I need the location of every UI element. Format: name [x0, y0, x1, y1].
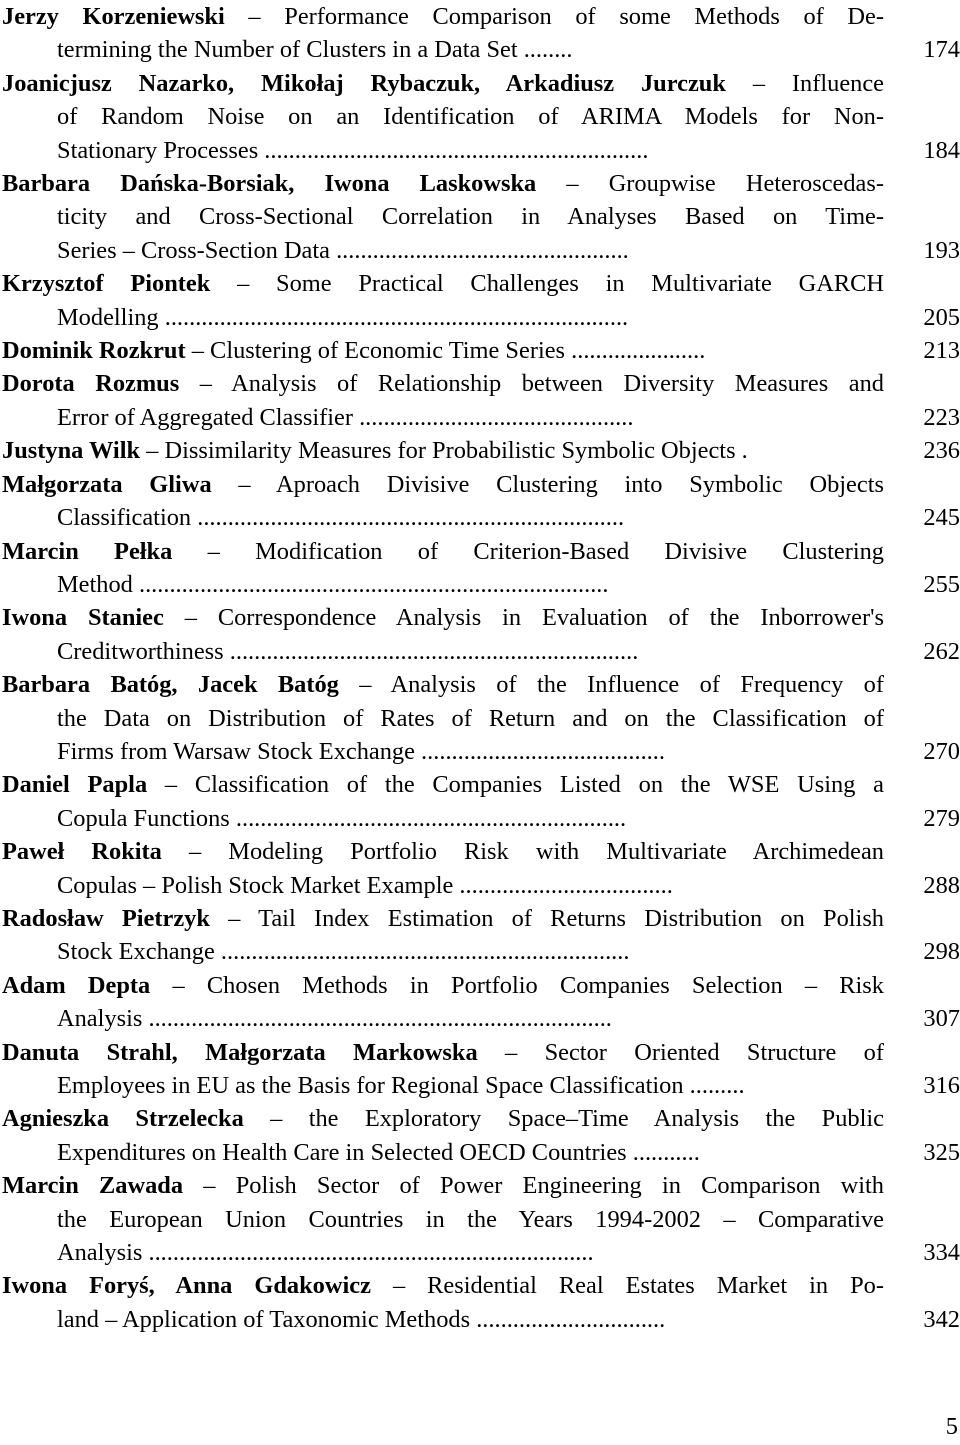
dash-separator: –	[199, 370, 212, 398]
toc-page-number: 270	[923, 737, 960, 765]
dash-separator: –	[392, 1272, 406, 1300]
toc-page-number: 342	[923, 1305, 960, 1333]
toc-title: Influence	[791, 69, 884, 97]
toc-continuation-line: Copulas – Polish Stock Market Example ...................................	[57, 871, 673, 899]
toc-entry-text	[2, 367, 884, 434]
toc-page-number: 316	[923, 1072, 960, 1099]
toc-continuation-line: termining the Number of Clusters in a Data Set ........	[57, 36, 573, 64]
toc-first-line	[2, 1172, 884, 1199]
toc-title: Modification of Criterion-Based Divisive Clustering	[255, 537, 884, 565]
toc-first-line	[2, 1272, 884, 1299]
toc-continuation-line: Stock Exchange ...................................................................	[57, 938, 630, 966]
table-of-contents	[2, 0, 960, 1336]
dash-separator: –	[505, 1038, 518, 1066]
toc-entry	[2, 601, 960, 668]
toc-continuation-line: of Random Noise on an Identification of ARIMA Models for Non-	[57, 103, 884, 131]
toc-continuation-line: Analysis ............................................................................	[57, 1005, 612, 1033]
toc-authors: Adam Depta	[2, 971, 151, 999]
dash-separator: –	[191, 337, 204, 365]
toc-authors: Dominik Rozkrut	[2, 337, 186, 365]
toc-entry	[2, 468, 960, 535]
toc-continuation-line: Error of Aggregated Classifier .............................................	[57, 403, 634, 431]
toc-page-number: 174	[923, 36, 960, 64]
toc-title: Correspondence Analysis in Evaluation of the Inborrower's	[217, 604, 884, 632]
toc-continuation-line: Method .............................................................................	[57, 570, 609, 598]
toc-authors: Marcin Pełka	[2, 537, 173, 565]
toc-title: Performance Comparison of some Methods of De-	[284, 3, 884, 30]
toc-entry	[2, 668, 960, 768]
dash-separator: –	[164, 771, 178, 799]
toc-first-line	[2, 1039, 884, 1066]
toc-first-line	[2, 905, 884, 932]
toc-entry-text	[2, 334, 884, 367]
toc-authors: Agnieszka Strzelecka	[2, 1105, 244, 1133]
toc-entry	[2, 0, 960, 67]
toc-authors: Iwona Foryś, Anna Gdakowicz	[2, 1272, 371, 1300]
toc-continuation-line: ticity and Cross-Sectional Correlation in Analyses Based on Time-	[57, 203, 884, 231]
toc-entry-text	[2, 668, 884, 768]
dash-separator: –	[566, 170, 579, 198]
toc-page-number: 255	[923, 570, 960, 598]
toc-entry-text	[2, 267, 884, 334]
toc-authors: Marcin Zawada	[2, 1172, 184, 1200]
dash-separator: –	[248, 3, 261, 30]
toc-first-line	[2, 3, 884, 30]
toc-first-line	[2, 771, 884, 798]
toc-entry-text	[2, 835, 884, 902]
toc-entry-text	[2, 1169, 884, 1269]
toc-entry	[2, 1036, 960, 1103]
toc-authors: Barbara Batóg, Jacek Batóg	[2, 671, 339, 699]
toc-entry-text	[2, 1036, 884, 1103]
toc-entry-text	[2, 535, 884, 602]
dash-separator: –	[228, 904, 241, 932]
toc-page-number: 279	[923, 804, 960, 832]
dash-separator: –	[238, 470, 251, 498]
dash-separator: –	[188, 838, 202, 866]
toc-first-line	[2, 337, 705, 364]
toc-entry-text	[2, 969, 884, 1036]
toc-first-line	[2, 471, 884, 498]
dash-separator: –	[207, 537, 220, 565]
toc-title: Groupwise Heteroscedas-	[608, 170, 884, 198]
toc-entry	[2, 835, 960, 902]
toc-entry	[2, 267, 960, 334]
toc-page-number: 223	[923, 403, 960, 431]
toc-entry	[2, 535, 960, 602]
toc-title: Tail Index Estimation of Returns Distribution on Polish	[258, 904, 885, 932]
toc-continuation-line: the European Union Countries in the Years 1994-2002 – Comparative	[57, 1205, 884, 1233]
toc-continuation-line: Stationary Processes ...............................................................	[57, 136, 649, 164]
toc-page-number: 298	[923, 938, 960, 966]
toc-title: Polish Sector of Power Engineering in Comparison with	[235, 1172, 884, 1200]
toc-page-number: 262	[923, 637, 960, 665]
toc-entry	[2, 969, 960, 1036]
toc-page-number: 205	[923, 303, 960, 331]
toc-page-number: 213	[923, 337, 960, 365]
toc-authors: Jerzy Korzeniewski	[2, 3, 225, 30]
toc-entry	[2, 1169, 960, 1269]
toc-entry-text	[2, 167, 884, 267]
toc-entry-text	[2, 434, 884, 467]
toc-title: Modeling Portfolio Risk with Multivariate Archimedean	[228, 838, 884, 866]
toc-title: Analysis of Relationship between Diversity Measures and	[231, 370, 884, 398]
toc-first-line	[2, 972, 884, 999]
toc-title: Residential Real Estates Market in Po-	[427, 1272, 884, 1300]
toc-title: Chosen Methods in Portfolio Companies Selection – Risk	[206, 971, 884, 999]
toc-entry-text	[2, 1269, 884, 1336]
toc-continuation-line: Creditworthiness ...................................................................	[57, 637, 639, 665]
toc-title: Analysis of the Influence of Frequency of	[390, 671, 884, 699]
toc-page-number: 307	[923, 1005, 960, 1033]
toc-entry-text	[2, 601, 884, 668]
toc-entry-text	[2, 468, 884, 535]
toc-first-line	[2, 838, 884, 865]
toc-first-line	[2, 70, 884, 97]
toc-first-line	[2, 270, 884, 297]
toc-authors: Radosław Pietrzyk	[2, 904, 210, 932]
toc-entry	[2, 67, 960, 167]
toc-entry-text	[2, 768, 884, 835]
toc-continuation-line: Copula Functions ................................................................	[57, 804, 627, 832]
toc-first-line	[2, 370, 884, 397]
toc-page-number: 236	[923, 437, 960, 465]
toc-continuation-line: the Data on Distribution of Rates of Return and on the Classification of	[57, 704, 884, 732]
toc-authors: Dorota Rozmus	[2, 370, 180, 398]
toc-page-number: 193	[923, 236, 960, 264]
toc-page-number: 334	[923, 1239, 960, 1267]
toc-authors: Krzysztof Piontek	[2, 270, 211, 298]
toc-authors: Iwona Staniec	[2, 604, 164, 632]
toc-entry	[2, 1269, 960, 1336]
toc-title: Aproach Divisive Clustering into Symbolic Objects	[276, 470, 884, 498]
toc-title: Some Practical Challenges in Multivariate GARCH	[276, 270, 884, 298]
toc-first-line	[2, 604, 884, 631]
toc-authors: Paweł Rokita	[2, 838, 162, 866]
toc-entry	[2, 434, 960, 467]
toc-continuation-line: Employees in EU as the Basis for Regional Space Classification .........	[57, 1072, 745, 1099]
toc-entry-text	[2, 67, 884, 167]
dash-separator: –	[270, 1105, 283, 1133]
toc-entry	[2, 1102, 960, 1169]
toc-title: Classification of the Companies Listed on the WSE Using a	[194, 771, 884, 799]
toc-page-number: 288	[923, 871, 960, 899]
dash-separator: –	[203, 1172, 216, 1200]
dash-separator: –	[359, 671, 372, 699]
toc-authors: Danuta Strahl, Małgorzata Markowska	[2, 1038, 478, 1066]
dash-separator: –	[237, 270, 250, 298]
toc-entry-text	[2, 902, 884, 969]
toc-continuation-line: land – Application of Taxonomic Methods ...............................	[57, 1305, 666, 1333]
toc-authors: Barbara Dańska-Borsiak, Iwona Laskowska	[2, 170, 537, 198]
toc-authors: Daniel Papla	[2, 771, 148, 799]
toc-entry	[2, 167, 960, 267]
toc-first-line	[2, 170, 884, 197]
toc-page-number: 184	[923, 136, 960, 164]
toc-first-line	[2, 437, 748, 464]
toc-first-line	[2, 538, 884, 565]
toc-title: Dissimilarity Measures for Probabilistic Symbolic Objects .	[164, 437, 748, 465]
toc-entry	[2, 367, 960, 434]
toc-authors: Joanicjusz Nazarko, Mikołaj Rybaczuk, Arkadiusz Jurczuk	[2, 69, 726, 97]
toc-title: Sector Oriented Structure of	[544, 1038, 884, 1066]
toc-first-line	[2, 671, 884, 698]
toc-continuation-line: Series – Cross-Section Data ................................................	[57, 236, 629, 264]
page-number: 5	[945, 1413, 958, 1440]
dash-separator: –	[172, 971, 185, 999]
toc-entry-text	[2, 0, 884, 67]
toc-continuation-line: Modelling ............................................................................	[57, 303, 629, 331]
toc-page-number: 245	[923, 504, 960, 532]
toc-entry	[2, 902, 960, 969]
toc-title: Clustering of Economic Time Series ......................	[210, 337, 706, 365]
toc-entry-text	[2, 1102, 884, 1169]
toc-entry	[2, 768, 960, 835]
toc-authors: Małgorzata Gliwa	[2, 470, 212, 498]
dash-separator: –	[752, 69, 766, 97]
toc-continuation-line: Classification ......................................................................	[57, 504, 625, 532]
toc-first-line	[2, 1105, 884, 1132]
toc-continuation-line: Firms from Warsaw Stock Exchange ........................................	[57, 737, 665, 765]
dash-separator: –	[184, 604, 197, 632]
toc-page-number: 325	[923, 1138, 960, 1166]
toc-title: the Exploratory Space–Time Analysis the Public	[308, 1105, 884, 1133]
toc-continuation-line: Expenditures on Health Care in Selected OECD Countries ...........	[57, 1138, 700, 1166]
dash-separator: –	[146, 437, 159, 465]
toc-continuation-line: Analysis .........................................................................	[57, 1239, 594, 1267]
toc-authors: Justyna Wilk	[2, 437, 141, 465]
toc-entry	[2, 334, 960, 367]
